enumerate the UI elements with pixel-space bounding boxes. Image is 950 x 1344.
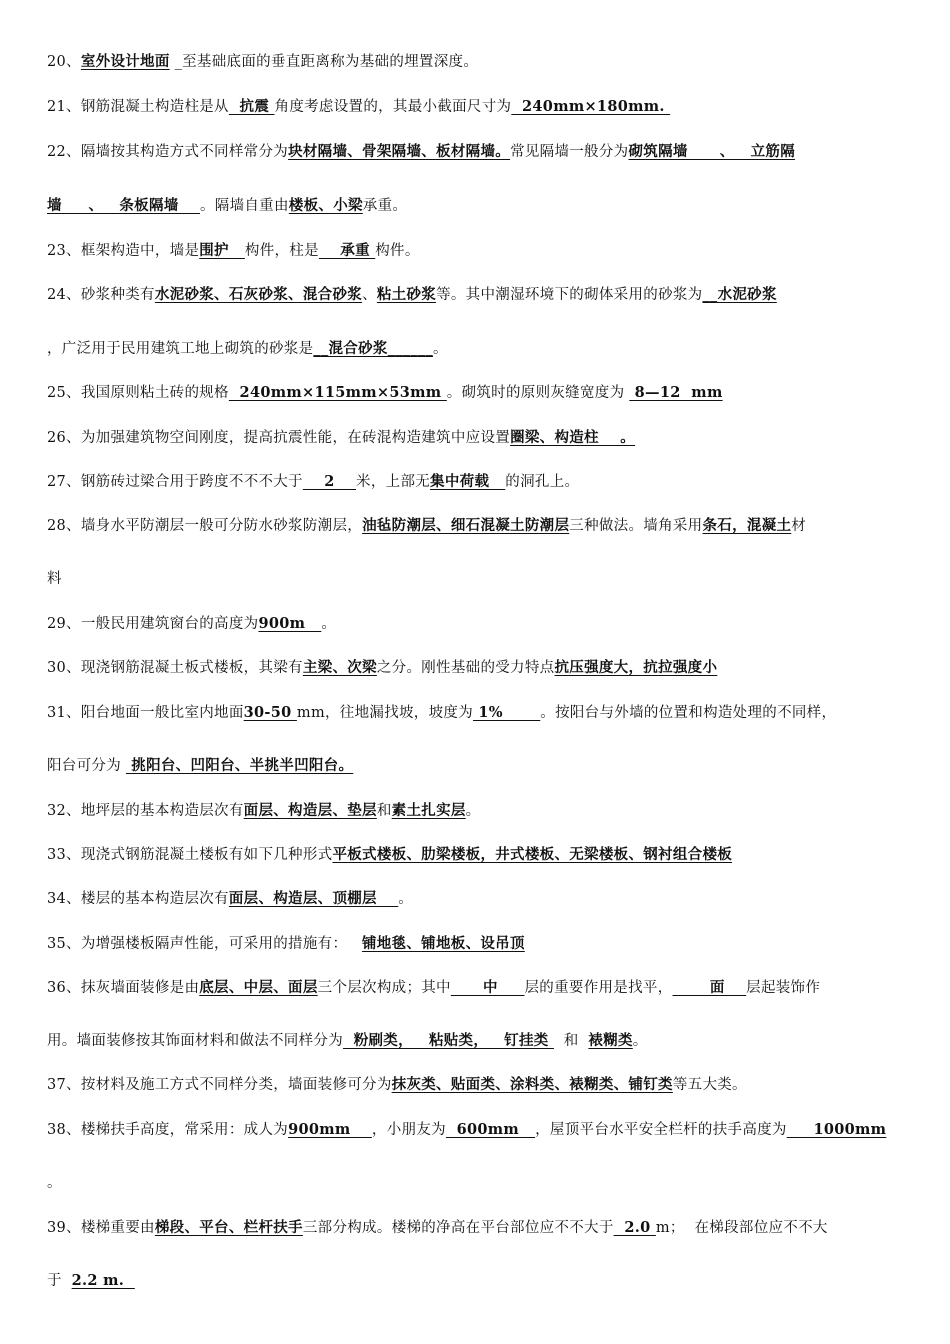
answer-text: 粘土砂浆 [376,286,437,303]
question-text: 米，上部无 [356,474,431,490]
text-line [47,1031,907,1051]
question-text: 38、楼梯扶手高度，常采用：成人为 [47,1122,289,1138]
question-text: 。 [398,891,414,907]
answer-text: 240mm×180mm. [511,98,671,115]
question-text: 层起装饰作 [746,980,821,996]
question-text: _至基础底面的垂直距离称为基础的埋置深度。 [169,54,479,70]
text-line [47,1218,907,1238]
question-text: 用。墙面装修按其饰面材料和做法不同样分为 [47,1033,343,1049]
question-text: 等。其中潮湿环境下的砌体采用的砂浆为 [436,287,703,303]
question-text: 。砌筑时的原则灰缝宽度为 [446,385,630,401]
answer-text: 900mm [288,1121,372,1138]
question-text: ，广泛用于民用建筑工地上砌筑的砂浆是 [47,341,314,357]
question-text: 常见隔墙一般分为 [510,144,629,160]
answer-text: 面层、构造层、顶棚层 [228,890,399,907]
answer-text: 600mm [445,1121,536,1138]
question-text: m； 在梯段部位应不不大 [655,1220,828,1236]
answer-text: 1% [473,704,541,721]
question-text: 26、为加强建筑物空间刚度，提高抗震性能，在砖混构造建筑中应设置 [47,430,511,446]
question-text: 39、楼梯重要由 [47,1220,155,1236]
answer-text: 中 [450,979,525,996]
question-text: 。 [47,1175,62,1191]
answer-text: 承重 [318,242,376,259]
text-line [47,614,907,634]
question-text: 。隔墙自重由 [199,198,289,214]
question-text: 等五大类。 [672,1077,747,1093]
answer-text: 围护 [199,242,245,259]
answer-text: 2.0 [613,1219,656,1236]
text-line [47,1075,907,1095]
question-text: 21、钢筋混凝土构造柱是从 [47,99,229,115]
question-text: 角度考虑设置的，其最小截面尺寸为 [274,99,512,115]
answer-text: 挑阳台、凹阳台、半挑半凹阳台。 [125,757,354,774]
question-text: 24、砂浆种类有 [47,287,155,303]
question-text: 之分。刚性基础的受力特点 [376,660,555,676]
answer-text: 集中荷载 [430,473,506,490]
text-line [47,801,907,821]
answer-text: 240mm×115mm×53mm [228,384,447,401]
text-line [47,196,907,216]
question-text: 23、框架构造中，墙是 [47,243,200,259]
answer-text: 900m [258,615,322,632]
answer-text: 抗震 [228,98,275,115]
text-line [47,383,907,403]
question-text: 。按阳台与外墙的位置和构造处理的不同样， [540,705,837,721]
question-text: 和 [553,1033,589,1049]
question-text: 22、隔墙按其构造方式不同样常分为 [47,144,289,160]
question-text: 25、我国原则粘土砖的规格 [47,385,229,401]
text-line [47,428,907,448]
question-text: 34、楼层的基本构造层次有 [47,891,229,907]
question-text: 20、 [47,54,81,70]
answer-text: __混合砂浆______ [313,340,434,357]
answer-text: 砌筑隔墙 、 立筋隔 [628,143,796,160]
question-text: 三种做法。墙角采用 [569,518,703,534]
answer-text: 30-50 [243,704,297,721]
answer-text: 条石，混凝土 [702,517,792,534]
question-text: 材 [791,518,807,534]
question-text: 阳台可分为 [47,758,126,774]
answer-text: 室外设计地面 [80,53,170,70]
question-text: 30、现浇钢筋混凝土板式楼板，其梁有 [47,660,303,676]
answer-text: 油毡防潮层、细石混凝土防潮层 [362,517,570,534]
text-line [47,703,907,723]
answer-text: 面 [672,979,747,996]
question-text: 构件。 [375,243,420,259]
answer-text: 铺地毯、铺地板、设吊顶 [361,935,525,952]
text-line [47,472,907,492]
answer-text: 楼板、小梁 [288,197,363,214]
question-text: ，屋顶平台水平安全栏杆的扶手高度为 [535,1122,787,1138]
answer-text: 面层、构造层、垫层 [243,802,377,819]
question-text: 层的重要作用是找平， [524,980,673,996]
text-line [47,52,907,72]
answer-text: 抗压强度大，抗拉强度小 [554,659,718,676]
question-text: 、 [362,287,377,303]
text-line [47,934,907,954]
question-text: 33、现浇式钢筋混凝土楼板有如下几种形式 [47,847,333,863]
question-text: 31、阳台地面一般比室内地面 [47,705,244,721]
question-text: 的洞孔上。 [505,474,580,490]
question-text: 35、为增强楼板隔声性能，可采用的措施有： [47,936,362,952]
answer-text: 素土扎实层 [391,802,466,819]
answer-text: 圈梁、构造柱 。 [510,429,636,446]
question-text: 构件，柱是 [244,243,319,259]
question-text: 料 [47,571,62,587]
question-text: 32、地坪层的基本构造层次有 [47,803,244,819]
answer-text: 8—12 mm [629,384,723,401]
answer-text: 抹灰类、贴面类、涂料类、裱糊类、铺钉类 [391,1076,673,1093]
question-text: 三个层次构成；其中 [317,980,451,996]
question-text: mm，往地漏找坡，坡度为 [296,705,473,721]
question-text: 于 [47,1273,72,1289]
text-line [47,756,907,776]
answer-text: 粉刷类， 粘贴类， 钉挂类 [343,1032,554,1049]
answer-text: 块材隔墙、骨架隔墙、板材隔墙。 [288,143,511,160]
answer-text: __水泥砂浆 [702,286,777,303]
question-text: 37、按材料及施工方式不同样分类，墙面装修可分为 [47,1077,392,1093]
question-text: 三部分构成。楼梯的净高在平台部位应不不大于 [302,1220,614,1236]
text-line [47,845,907,865]
text-line [47,1120,907,1140]
text-line [47,97,907,117]
answer-text: 主梁、次梁 [302,659,377,676]
text-line [47,569,907,589]
text-line [47,241,907,261]
question-text: 29、一般民用建筑窗台的高度为 [47,616,259,632]
answer-text: 平板式楼板、肋梁楼板，井式楼板、无梁楼板、钢衬组合楼板 [332,846,733,863]
answer-text: 梯段、平台、栏杆扶手 [154,1219,303,1236]
text-line [47,978,907,998]
answer-text: 底层、中层、面层 [199,979,318,996]
text-line [47,142,907,162]
question-text: 36、抹灰墙面装修是由 [47,980,200,996]
text-line [47,285,907,305]
answer-text: 1000mm [786,1121,887,1138]
question-text: 。 [465,803,481,819]
question-text: 。 [321,616,337,632]
answer-text: 裱糊类 [588,1032,633,1049]
answer-text: 2 [302,473,357,490]
text-line [47,1173,907,1193]
question-text: 。 [433,341,448,357]
answer-text: 2.2 m. [71,1272,135,1289]
text-line [47,889,907,909]
text-line [47,1271,907,1291]
question-text: 和 [376,803,392,819]
text-line [47,516,907,536]
question-text: 承重。 [362,198,408,214]
answer-text: 水泥砂浆、石灰砂浆、混合砂浆 [154,286,363,303]
question-text: 。 [632,1033,648,1049]
text-line [47,658,907,678]
question-text: 28、墙身水平防潮层一般可分防水砂浆防潮层， [47,518,363,534]
answer-text: 墙 、 条板隔墙 [47,197,200,214]
question-text: 27、钢筋砖过梁合用于跨度不不不大于 [47,474,303,490]
text-line [47,339,907,359]
question-text: ，小朋友为 [371,1122,446,1138]
